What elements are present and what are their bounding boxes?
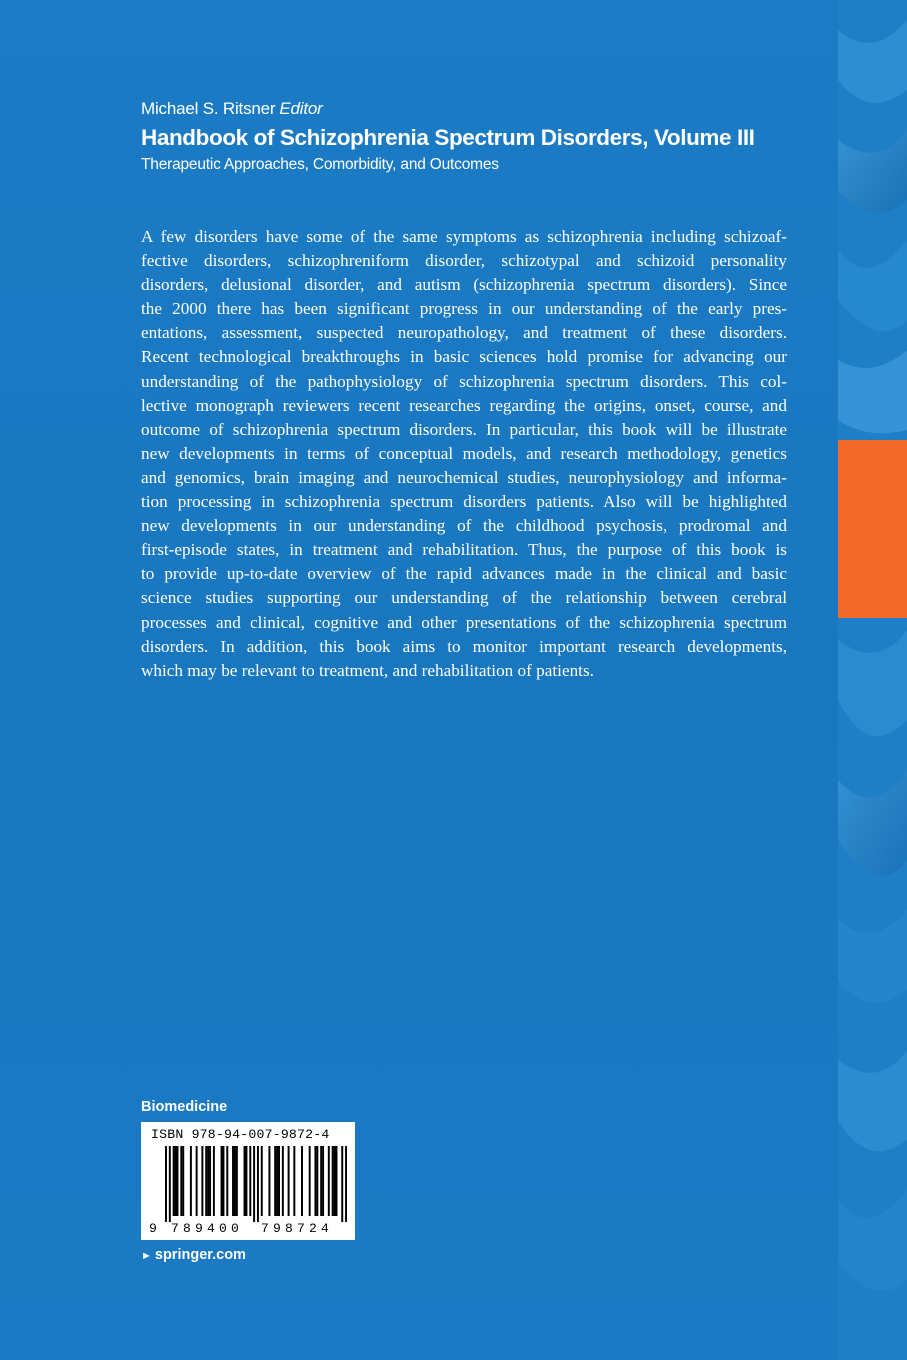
editor-line	[141, 98, 831, 120]
barcode-bar	[293, 1146, 295, 1216]
barcode-bar	[236, 1146, 238, 1216]
barcode-bar	[173, 1146, 175, 1216]
barcode-bar	[196, 1146, 198, 1216]
barcode-bar	[221, 1146, 223, 1216]
description-line: disorders, delusional disorder, and autism (schizophrenia spectrum disorders). Since	[141, 275, 787, 295]
barcode-bar	[213, 1146, 215, 1216]
wave-pattern-graphic	[838, 0, 907, 1360]
barcode-bar	[169, 1146, 171, 1222]
barcode-bar	[332, 1146, 334, 1216]
barcode-bar	[232, 1146, 234, 1216]
barcode-bar	[341, 1146, 343, 1222]
publisher-website[interactable]	[141, 1245, 246, 1266]
website-text: springer.com	[154, 1247, 246, 1263]
barcode-bar	[165, 1146, 167, 1222]
barcode-bar	[261, 1146, 263, 1216]
barcode-bar	[234, 1146, 236, 1216]
description-line: understanding of the pathophysiology of schizophrenia spectrum disorders. This col-	[141, 371, 787, 391]
isbn-barcode-box	[141, 1122, 355, 1240]
description-line: which may be relevant to treatment, and rehabilitation of patients.	[141, 660, 594, 680]
barcode-digits-right: 798724	[261, 1221, 334, 1236]
description-line: new developments in terms of conceptual models, and research methodology, genetics	[141, 443, 787, 463]
isbn-number: ISBN 978-94-007-9872-4	[151, 1127, 330, 1142]
description-line: to provide up-to-date overview of the rapid advances made in the clinical and basic	[141, 564, 787, 584]
description-line: disorders. In addition, this book aims to monitor important research developments,	[141, 636, 787, 656]
barcode-graphic	[165, 1146, 347, 1222]
barcode-bar	[244, 1146, 246, 1216]
book-title: Handbook of Schizophrenia Spectrum Disorders, Volume III	[141, 125, 755, 150]
book-subtitle: Therapeutic Approaches, Comorbidity, and Outcomes	[141, 156, 499, 173]
description-line: fective disorders, schizophreniform disorder, schizotypal and schizoid personality	[141, 251, 787, 271]
barcode-bar	[301, 1146, 303, 1216]
barcode-bar	[249, 1146, 251, 1216]
decorative-wave-band	[838, 0, 907, 1360]
barcode-bar	[278, 1146, 280, 1216]
barcode-bar	[309, 1146, 311, 1216]
barcode-bar	[345, 1146, 347, 1222]
editor-name: Michael S. Ritsner	[141, 99, 276, 118]
description-line: processes and clinical, cognitive and other presentations of the schizophrenia spectrum	[141, 612, 787, 632]
triangle-right-icon: ►	[141, 1250, 152, 1262]
barcode-bar	[175, 1146, 177, 1216]
barcode-bar	[226, 1146, 228, 1216]
description-line: A few disorders have some of the same symptoms as schizophrenia including schizoaf-	[141, 227, 787, 246]
barcode-bar	[176, 1146, 178, 1216]
barcode-bar	[334, 1146, 336, 1216]
description-line: first-episode states, in treatment and rehabilitation. Thus, the purpose of this book is	[141, 540, 787, 560]
barcode-bar	[190, 1146, 192, 1216]
barcode-bar	[316, 1146, 318, 1216]
description-line: Recent technological breakthroughs in basic sciences hold promise for advancing our	[141, 347, 787, 367]
series-label: Biomedicine	[141, 1099, 228, 1115]
barcode-bar	[245, 1146, 247, 1216]
description-line: science studies supporting our understanding of the relationship between cerebral	[141, 588, 787, 608]
barcode-bar	[268, 1146, 270, 1216]
description-line: entations, assessment, suspected neuropathology, and treatment of these disorders.	[141, 323, 787, 343]
editor-role: Editor	[279, 99, 323, 118]
barcode-digits-left: 789400	[171, 1221, 244, 1236]
barcode-bar	[222, 1146, 224, 1216]
barcode-bar	[320, 1146, 322, 1216]
barcode-bar	[253, 1146, 255, 1222]
description-line: new developments in our understanding of the childhood psychosis, prodromal and	[141, 516, 787, 536]
barcode-bar	[274, 1146, 276, 1216]
barcode-bar	[205, 1146, 207, 1216]
barcode-bar	[336, 1146, 338, 1216]
barcode-bar	[276, 1146, 278, 1216]
barcode-bar	[180, 1146, 182, 1216]
barcode-bar	[282, 1146, 284, 1216]
barcode-bar	[314, 1146, 316, 1216]
barcode-bar	[207, 1146, 209, 1216]
barcode-bar	[288, 1146, 290, 1216]
barcode-bar	[257, 1146, 259, 1222]
cover-header	[141, 98, 831, 175]
barcode-digit-first: 9	[149, 1221, 157, 1236]
barcode-bar	[328, 1146, 330, 1216]
description-line: the 2000 there has been significant progress in our understanding of the early pres-	[141, 299, 787, 319]
description-line: lective monograph reviewers recent researches regarding the origins, onset, course, and	[141, 395, 787, 415]
barcode-bar	[209, 1146, 211, 1216]
barcode-bar	[201, 1146, 203, 1216]
book-description	[141, 225, 787, 683]
description-line: tion processing in schizophrenia spectrum disorders patients. Also will be highlighted	[141, 492, 787, 512]
orange-color-tab	[838, 440, 907, 618]
barcode-bar	[182, 1146, 184, 1216]
description-line: and genomics, brain imaging and neurochemical studies, neurophysiology and informa-	[141, 467, 787, 487]
barcode-bar	[322, 1146, 324, 1216]
description-line: outcome of schizophrenia spectrum disorders. In particular, this book will be illustrate	[141, 419, 787, 439]
